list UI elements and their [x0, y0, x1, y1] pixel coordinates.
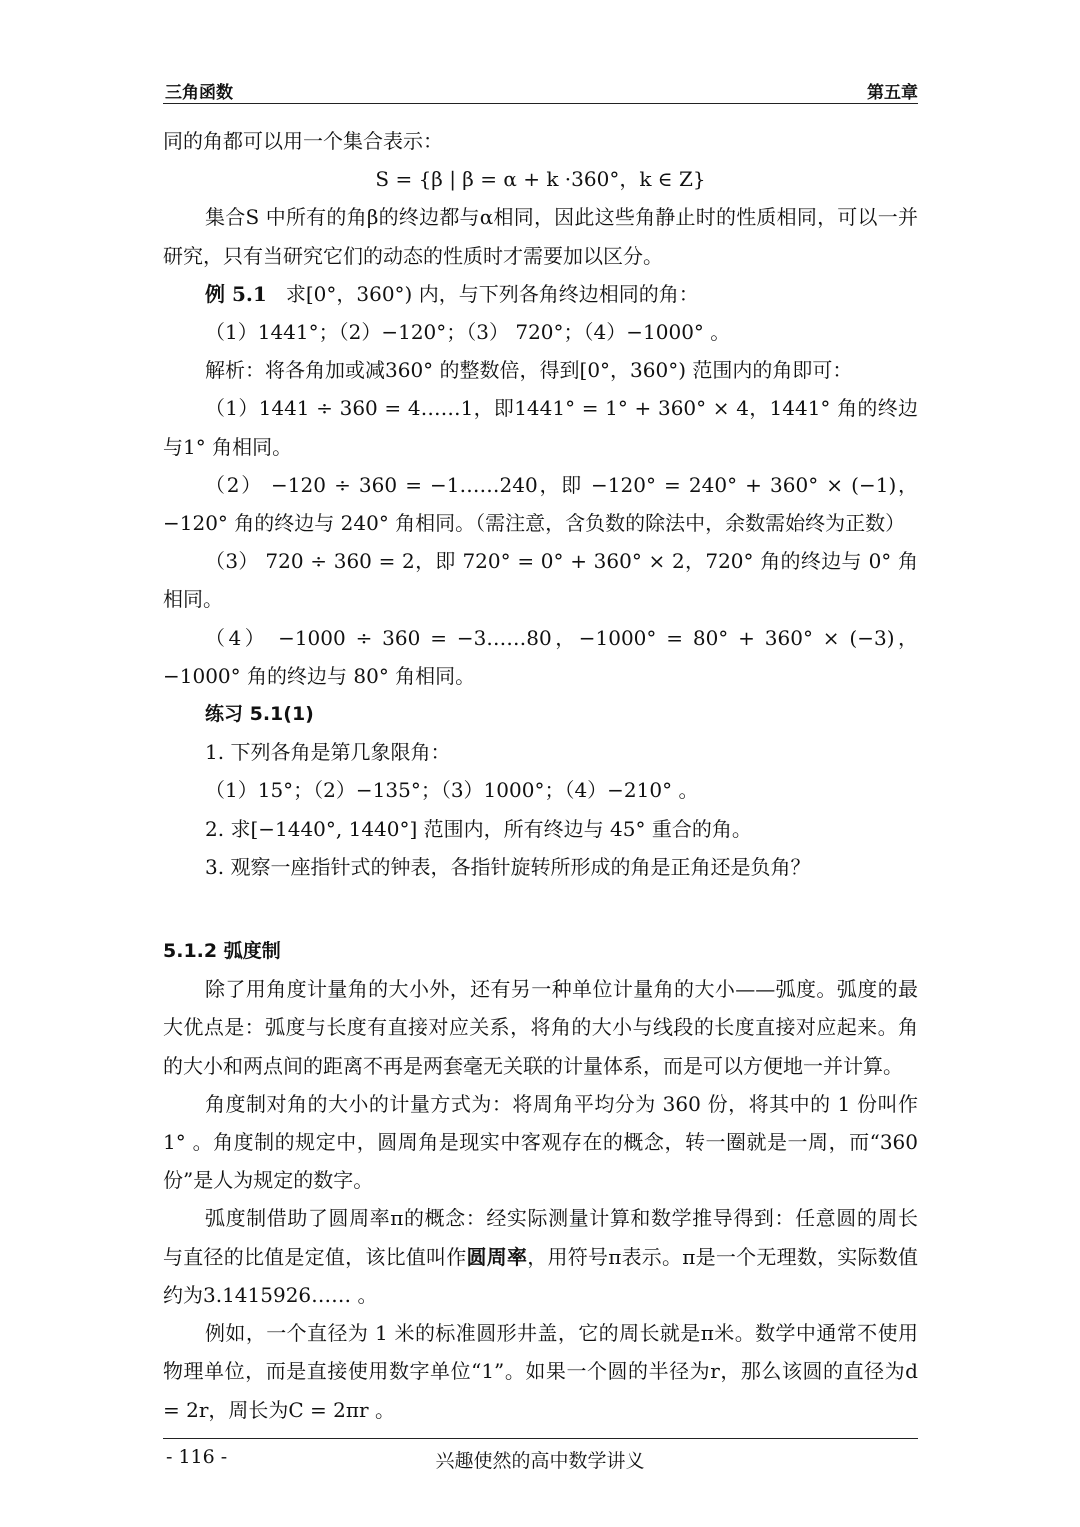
practice-item: 3. 观察一座指针式的钟表，各指针旋转所形成的角是正角还是负角？	[205, 854, 811, 879]
paragraph: 例如，一个直径为 1 米的标准圆形井盖，它的周长就是π米。数学中通常不使用物理单位，而是直接使用数字单位“1”。如果一个圆的半径为r，那么该圆的直径为d = 2r，周长为C = 2πr 。	[163, 1321, 918, 1422]
solution-1: （1）1441 ÷ 360 = 4……1，即1441° = 1° + 360° × 4，1441° 角的终边与1° 角相同。	[163, 396, 918, 459]
paragraph	[163, 1199, 918, 1314]
example-text: 求[0°，360°) 内，与下列各角终边相同的角：	[285, 281, 699, 306]
text-span: 弧度制借助了圆周率π的概念：经实际测量计算和数学推导得到：任意圆的周长与直径的比值是定值，该比值叫作	[163, 1206, 918, 1269]
practice-item: 1. 下列各角是第几象限角：	[205, 740, 451, 765]
example-items: （1）1441°；（2）−120°；（3） 720°；（4）−1000° 。	[205, 320, 731, 345]
paragraph: 角度制对角的大小的计量方式为：将周角平均分为 360 份，将其中的 1 份叫作1° 。角度制的规定中，圆周角是现实中客观存在的概念，转一圈就是一周，而“360 份”是人为规定的数字。	[163, 1091, 918, 1193]
text-span: ，用符号π表示。π是一个无理数，实际数值约为3.1415926…… 。	[163, 1244, 919, 1307]
section-heading: 5.1.2 弧度制	[163, 940, 281, 963]
example-heading	[163, 275, 918, 313]
header-chapter-number: 第五章	[867, 83, 918, 103]
paragraph: 集合S 中所有的角β的终边都与α相同，因此这些角静止时的性质相同，可以一并研究，只有当研究它们的动态的性质时才需要加以区分。	[163, 205, 918, 268]
practice-subitems: （1）15°；（2）−135°；（3）1000°；（4）−210° 。	[205, 778, 699, 803]
term-pi: 圆周率	[466, 1244, 528, 1269]
footer-rule	[163, 1438, 918, 1439]
header-chapter-title: 三角函数	[165, 83, 233, 103]
footer-title: 兴趣使然的高中数学讲义	[435, 1450, 645, 1472]
set-formula: S = {β | β = α + k ·360°，k ∈ Z}	[375, 167, 706, 192]
paragraph: 同的角都可以用一个集合表示：	[163, 129, 443, 153]
solution-intro: 解析：将各角加或减360° 的整数倍，得到[0°，360°) 范围内的角即可：	[205, 358, 853, 383]
body-text	[163, 122, 918, 1429]
solution-2: （2） −120 ÷ 360 = −1……240，即 −120° = 240° + 360° × (−1)，−120° 角的终边与 240° 角相同。（需注意，含负数的除法中，余数需始终为正数）	[163, 472, 918, 536]
solution-3: （3） 720 ÷ 360 = 2，即 720° = 0° + 360° × 2，720° 角的终边与 0° 角相同。	[163, 549, 918, 612]
practice-item: 2. 求[−1440°, 1440°] 范围内，所有终边与 45° 重合的角。	[205, 816, 752, 841]
example-label: 例 5.1	[205, 281, 267, 306]
spacer	[163, 886, 918, 932]
practice-heading: 练习 5.1(1)	[205, 703, 314, 726]
header-rule	[163, 103, 918, 104]
solution-4: （4） −1000 ÷ 360 = −3……80，−1000° = 80° + 360° × (−3)，−1000° 角的终边与 80° 角相同。	[163, 625, 918, 688]
page-number: - 116 -	[166, 1446, 228, 1468]
paragraph: 除了用角度计量角的大小外，还有另一种单位计量角的大小——弧度。弧度的最大优点是：弧度与长度有直接对应关系，将角的大小与线段的长度直接对应起来。角的大小和两点间的距离不再是两套毫无关联的计量体系，而是可以方便地一并计算。	[163, 977, 918, 1078]
